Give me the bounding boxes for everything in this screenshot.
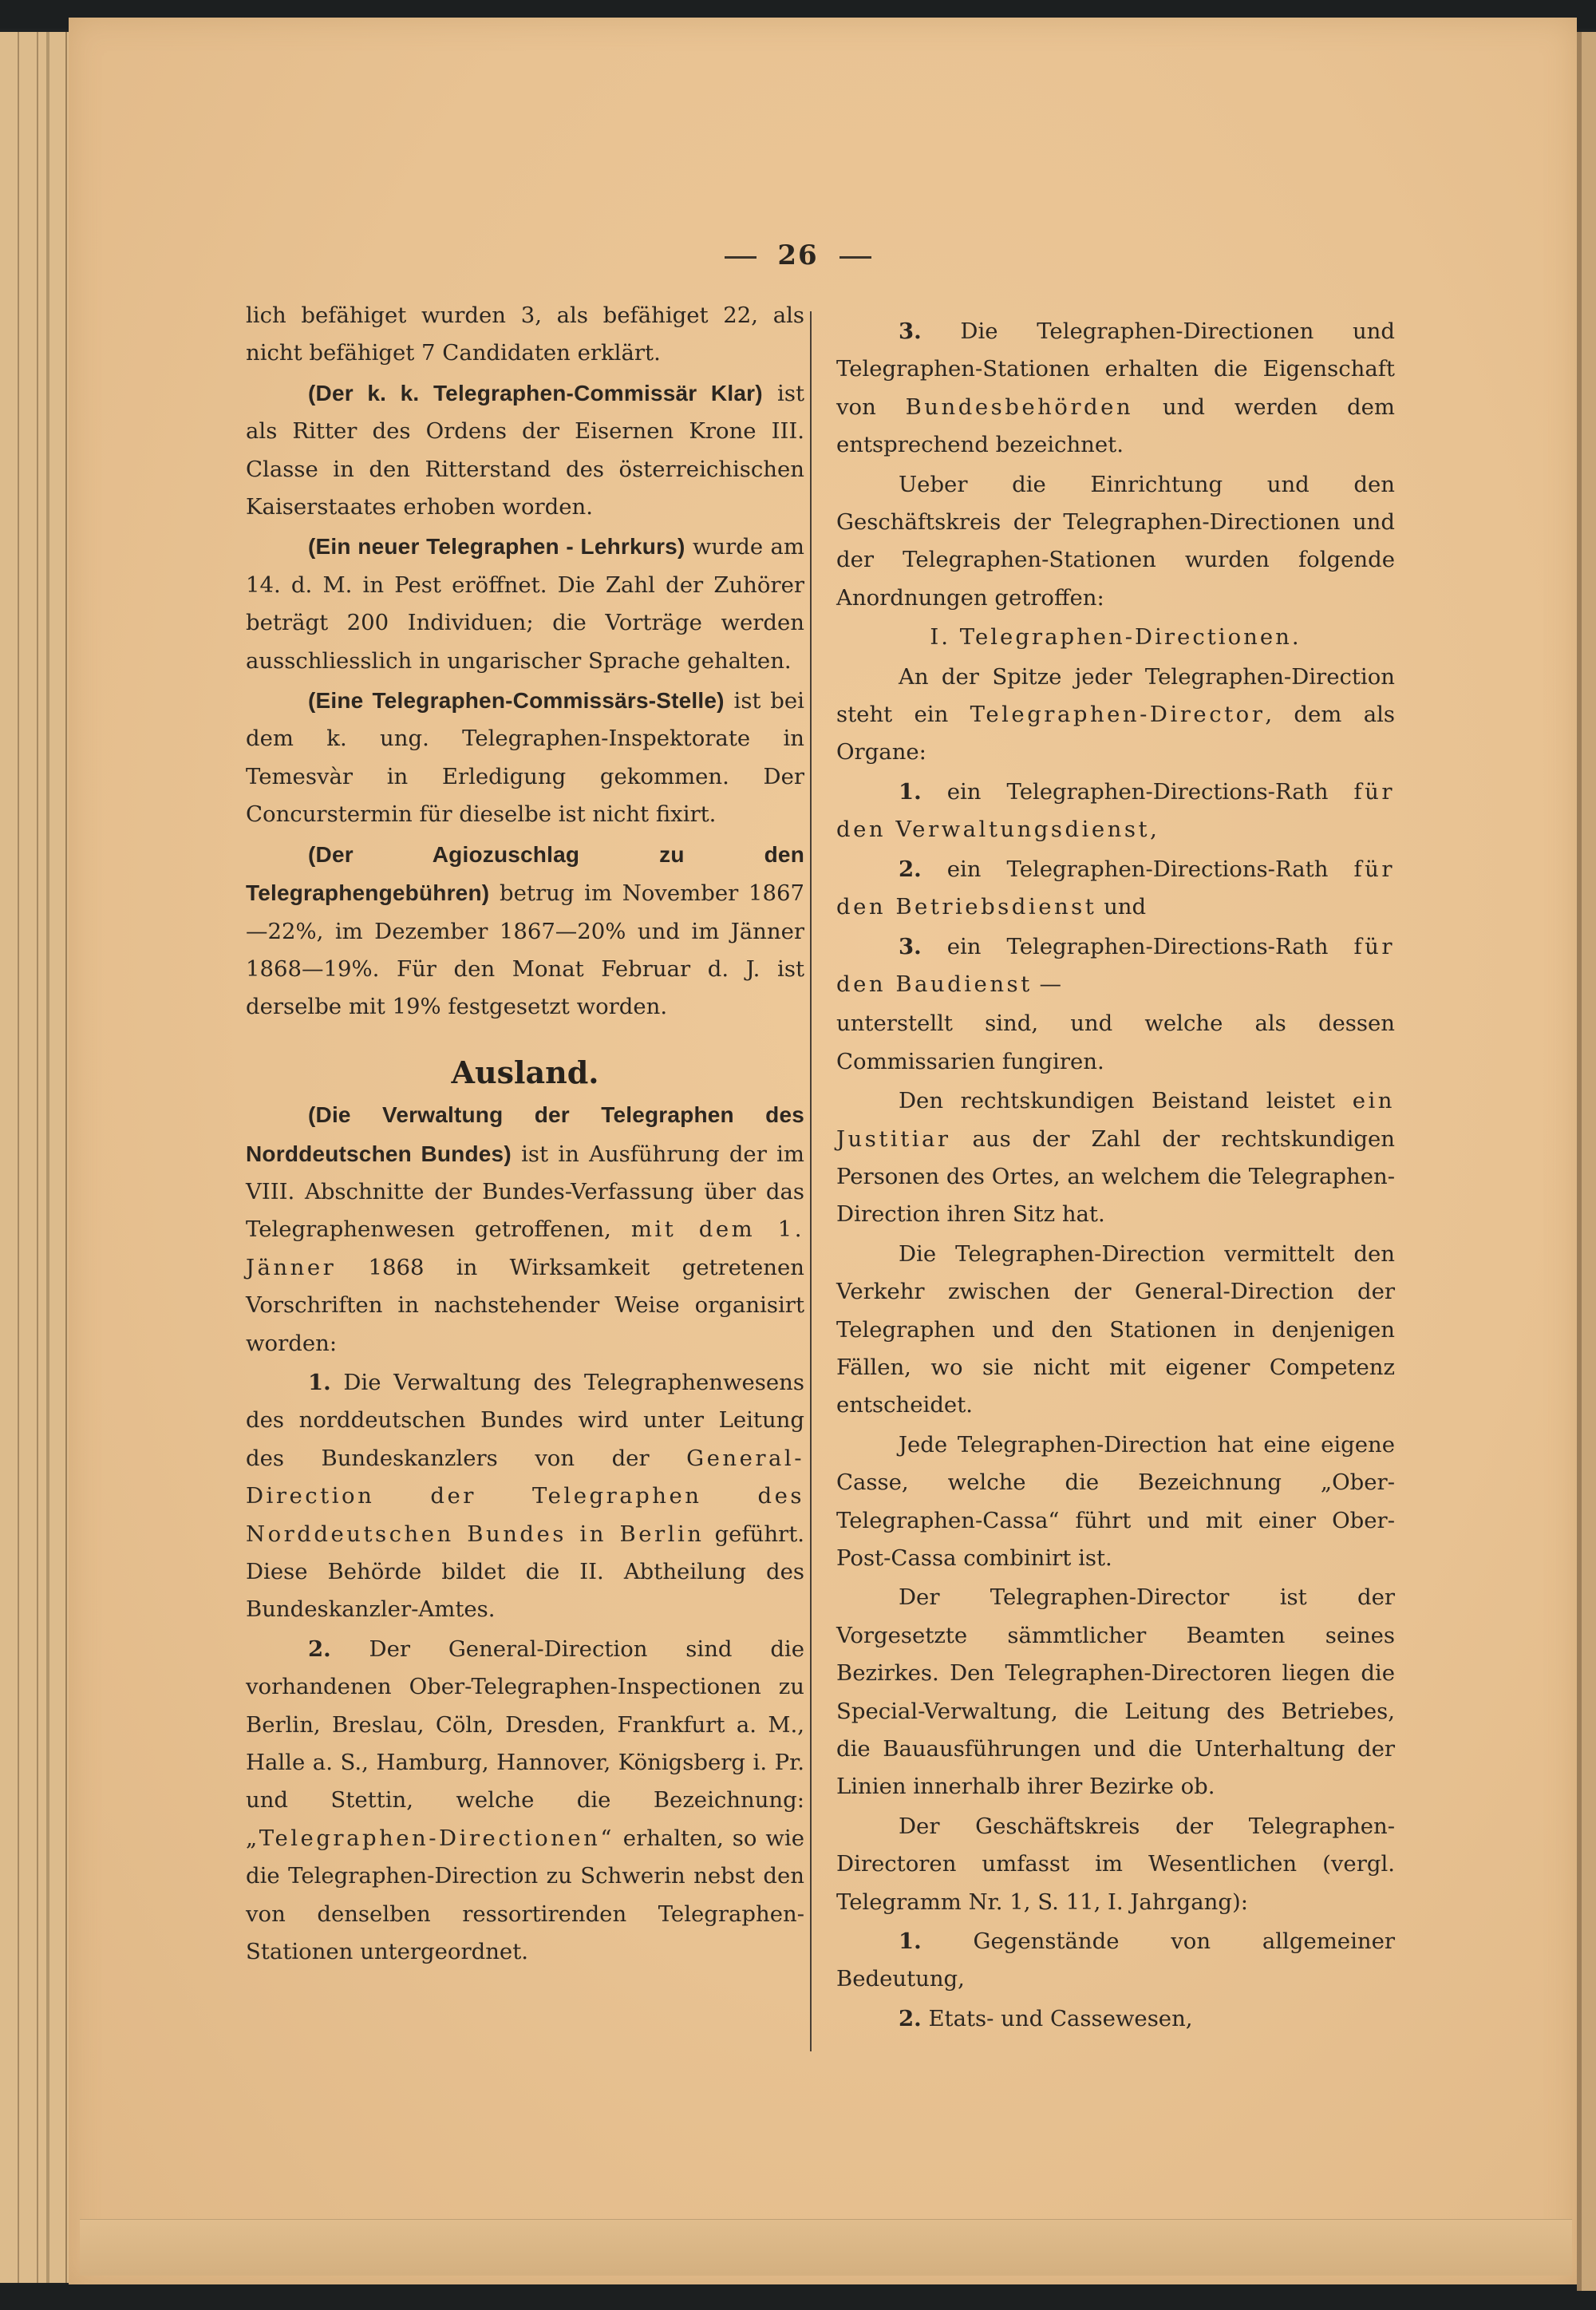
spaced-emphasis: für den Verwaltungsdienst [836,778,1395,843]
paragraph-body: ist bei dem k. ung. Telegraphen-Inspektorate in Temesvàr in Erledigung gekommen. Der Concurstermin für dieselbe ist nicht fixirt. [246,688,804,828]
paragraph-heading: (Der k. k. Telegraphen-Commissär Klar) [308,380,763,405]
paragraph-beistand [836,1082,1395,1234]
paragraph-body: Den rechtskundigen Beistand leistet [899,1088,1353,1114]
paragraph-director-duties: Der Telegraphen-Director ist der Vorgesetzte sämmtlicher Beamten seines Bezirkes. Den Telegraphen-Directoren liegen die Special-Verwaltung, die Leitung des Betriebes, die Bauausführungen und die Unterhaltung der Linien innerhalb ihrer Bezirke ob. [836,1584,1395,1800]
spaced-emphasis: Bundesbehörden [905,394,1134,420]
list-item-organ-1 [836,773,1395,849]
spaced-emphasis: „Telegraphen-Directionen“ [246,1825,614,1851]
paragraph-geschaeftskreis: Der Geschäftskreis der Telegraphen-Directoren umfasst im Wesentlichen (vergl. Telegramm Nr. 1, S. 11, I. Jahrgang): [836,1813,1395,1915]
list-item-text: ein Telegraphen-Directions-Rath [921,856,1354,882]
list-item-text: Gegenstände von allgemeiner Bedeutung, [836,1928,1395,1992]
section-title-ausland: Ausland. [451,1054,599,1090]
spaced-emphasis: für den Betriebsdienst [836,856,1395,920]
paragraph-body: An der Spitze jeder Telegraphen-Direction steht ein [836,663,1395,728]
dash-right [839,256,871,259]
paragraph-body: wurde am 14. d. M. in Pest eröffnet. Die Zahl der Zuhörer beträgt 200 Individuen; die Vorträge werden ausschliesslich in ungarischer Sprache gehalten. [246,534,804,674]
list-item-text: , [1150,817,1157,843]
item-number: 2. [899,2005,922,2031]
paragraph-body: und werden dem entsprechend bezeichnet. [836,394,1395,458]
item-number: 2. [308,1636,331,1662]
list-item-text: ein Telegraphen-Directions-Rath [921,933,1354,959]
spaced-emphasis: Telegraphen-Director [970,702,1266,728]
dash-left [725,256,757,259]
numbered-paragraph-1 [246,1364,804,1629]
list-item-geschaeft-1 [836,1923,1395,1999]
paragraph-einrichtung: Ueber die Einrichtung und den Geschäftskreis der Telegraphen-Directionen und der Telegraphen-Stationen wurden folgende Anordnungen getroffen: [836,471,1395,611]
paragraph-body: erhalten, so wie die Telegraphen-Direction zu Schwerin nebst den von denselben ressortirenden Telegraphen-Stationen untergeordnet. [246,1825,804,1965]
paragraph-body: 1868 in Wirksamkeit getretenen Vorschriften in nachstehender Weise organisirt worden: [246,1254,804,1356]
item-number: 1. [899,778,922,805]
list-item-text: — [1032,971,1061,997]
list-item-organ-2 [836,851,1395,927]
paragraph-body: geführt. Diese Behörde bildet die II. Abtheilung des Bundeskanzler-Amtes. [246,1521,804,1623]
paragraph-agiozuschlag [246,836,804,1026]
paragraph-body: ist in Ausführung der im VIII. Abschnitte der Bundes-Verfassung über das Telegraphenwesen getroffenen, [246,1141,804,1243]
item-number: 3. [899,933,922,959]
paragraph-unterstellt: unterstellt sind, und welche als dessen Commissarien fungiren. [836,1011,1395,1074]
list-item-text: und [1096,894,1147,920]
page-edge [37,32,38,2283]
paragraph-heading: (Der Agiozuschlag zu den Telegraphengebühren) [246,841,804,906]
stacked-page-edges-right [1577,32,1596,2291]
scan-background-bottom [0,2284,1596,2310]
page-edge [18,32,19,2283]
paragraph-body: , dem als Organe: [836,702,1396,765]
item-number: 1. [308,1369,331,1395]
page-edge [46,32,49,2283]
paragraph-body: Die Verwaltung des Telegraphenwesens des norddeutschen Bundes wird unter Leitung des Bundeskanzlers von der [246,1369,804,1471]
stacked-page-edges-left [0,32,77,2283]
item-number: 1. [899,1928,922,1955]
spaced-emphasis: ein Justitiar [836,1088,1395,1152]
item-number: 2. [899,856,922,882]
item-number: 3. [899,318,922,344]
list-item-geschaeft-2 [836,2000,1395,2038]
page-number-value: 26 [777,239,819,271]
paragraph-body: Die Telegraphen-Directionen und Telegraphen-Stationen erhalten die Eigenschaft von [836,318,1395,420]
paragraph-casse: Jede Telegraphen-Direction hat eine eigene Casse, welche die Bezeichnung „Ober-Telegraphen-Cassa“ führt und mit einer Ober-Post-Cassa combinirt ist. [836,1431,1395,1571]
paragraph-verwaltung-norddeutsch [246,1096,804,1363]
paragraph-verkehr: Die Telegraphen-Direction vermittelt den Verkehr zwischen der General-Direction der Telegraphen und den Stationen in denjenigen Fällen, wo sie nicht mit eigener Competenz entscheidet. [836,1240,1395,1418]
list-item-text: Etats- und Cassewesen, [921,2005,1193,2031]
paragraph-body: betrug im November 1867—22%, im Dezember 1867—20% und im Jänner 1868—19%. Für den Monat Februar d. J. ist derselbe mit 19% festgesetzt worden. [246,880,804,1020]
paragraph-body: Der General-Direction sind die vorhandenen Ober-Telegraphen-Inspectionen zu Berlin, Breslau, Cöln, Dresden, Frankfurt a. M., Halle a. S., Hamburg, Hannover, Königsberg i. Pr. und Stettin, welche die Bezeichnung: [246,1636,804,1814]
list-item-text: ein Telegraphen-Directions-Rath [921,778,1354,805]
paragraph-body: ist als Ritter des Ordens der Eisernen Krone III. Classe in den Ritterstand des österreichischen Kaiserstaates erhoben worden. [246,380,805,520]
right-column [836,313,1395,2039]
folded-page-corner [80,2219,1572,2276]
list-item-organ-3 [836,928,1395,1004]
paragraph-body: aus der Zahl der rechtskundigen Personen des Ortes, an welchem die Telegraphen-Direction ihren Sitz hat. [836,1125,1395,1228]
paragraph-exam-results: lich befähiget wurden 3, als befähiget 22, als nicht befähiget 7 Candidaten erklärt. [246,303,804,366]
paragraph-commissaers-stelle [246,682,804,834]
spaced-emphasis: General-Direction der Telegraphen des Norddeutschen Bundes in Berlin [246,1445,804,1547]
page-number [0,239,1596,271]
subheading-telegraphen-directionen: I. Telegraphen-Directionen. [930,624,1302,651]
paragraph-lehrkurs [246,528,804,680]
spaced-emphasis: für den Baudienst [836,933,1395,997]
paragraph-commissioner-klar [246,374,804,527]
paragraph-spitze [836,659,1395,772]
page-edge [65,32,67,2283]
paragraph-heading: (Die Verwaltung der Telegraphen des Norddeutschen Bundes) [246,1102,804,1166]
paragraph-heading: (Ein neuer Telegraphen - Lehrkurs) [308,534,685,560]
spaced-emphasis: mit dem 1. Jänner [246,1216,804,1280]
column-divider [810,311,812,2051]
numbered-paragraph-3 [836,313,1395,465]
paragraph-heading: (Eine Telegraphen-Commissärs-Stelle) [308,688,725,714]
numbered-paragraph-2 [246,1631,804,1972]
left-column [246,297,804,1972]
